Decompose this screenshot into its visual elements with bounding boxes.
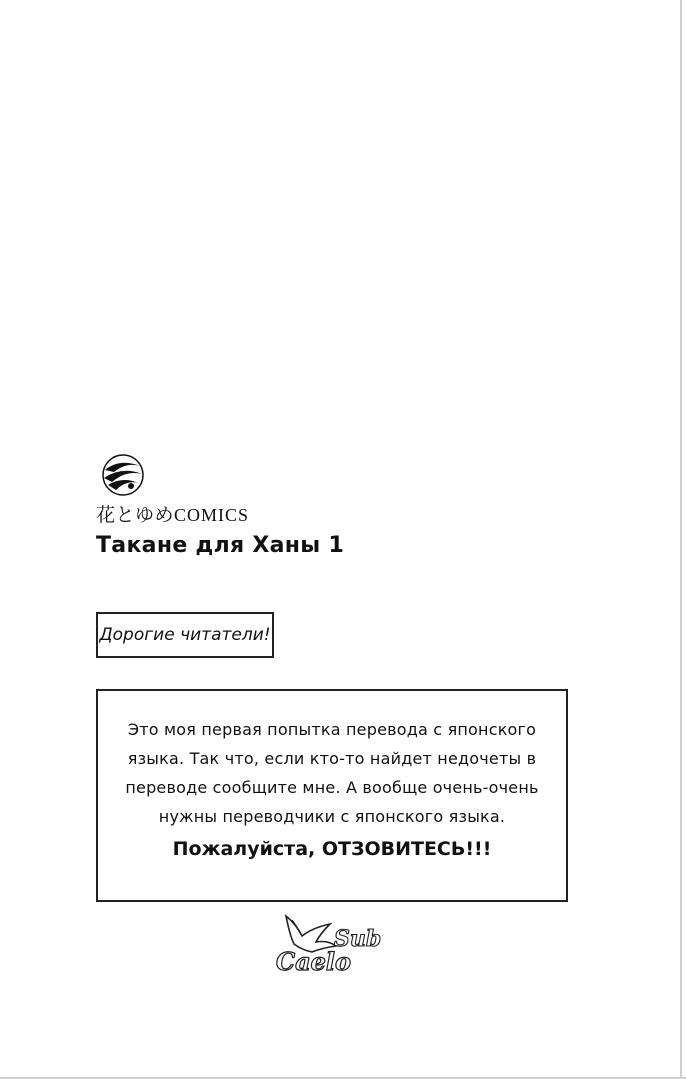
greeting-text: Дорогие читатели! <box>99 625 271 645</box>
greeting-box <box>96 612 274 658</box>
group-word-sub: Sub <box>334 926 382 952</box>
publisher-label-latin: COMICS <box>174 505 250 525</box>
message-emphasis: Пожалуйста, ОТЗОВИТЕСЬ!!! <box>172 838 492 860</box>
book-title: Такане для Ханы 1 <box>96 533 345 558</box>
publisher-imprint <box>96 500 249 527</box>
group-word-caelo: Caelo <box>276 947 352 976</box>
message-line-4: нужны переводчики с японского языка. <box>158 807 506 826</box>
flower-swirl-icon <box>100 452 146 498</box>
publisher-label-jp: 花とゆめ <box>96 504 175 526</box>
message-line-1: Это моя первая попытка перевода с японского <box>127 720 537 739</box>
message-line-3: переводе сообщите мне. А вообще очень-очень <box>125 778 539 797</box>
group-logo <box>272 906 396 978</box>
message-box <box>96 689 568 902</box>
page-edge-right <box>680 0 682 1079</box>
message-line-2: языка. Так что, если кто-то найдет недочеты в <box>127 749 537 768</box>
